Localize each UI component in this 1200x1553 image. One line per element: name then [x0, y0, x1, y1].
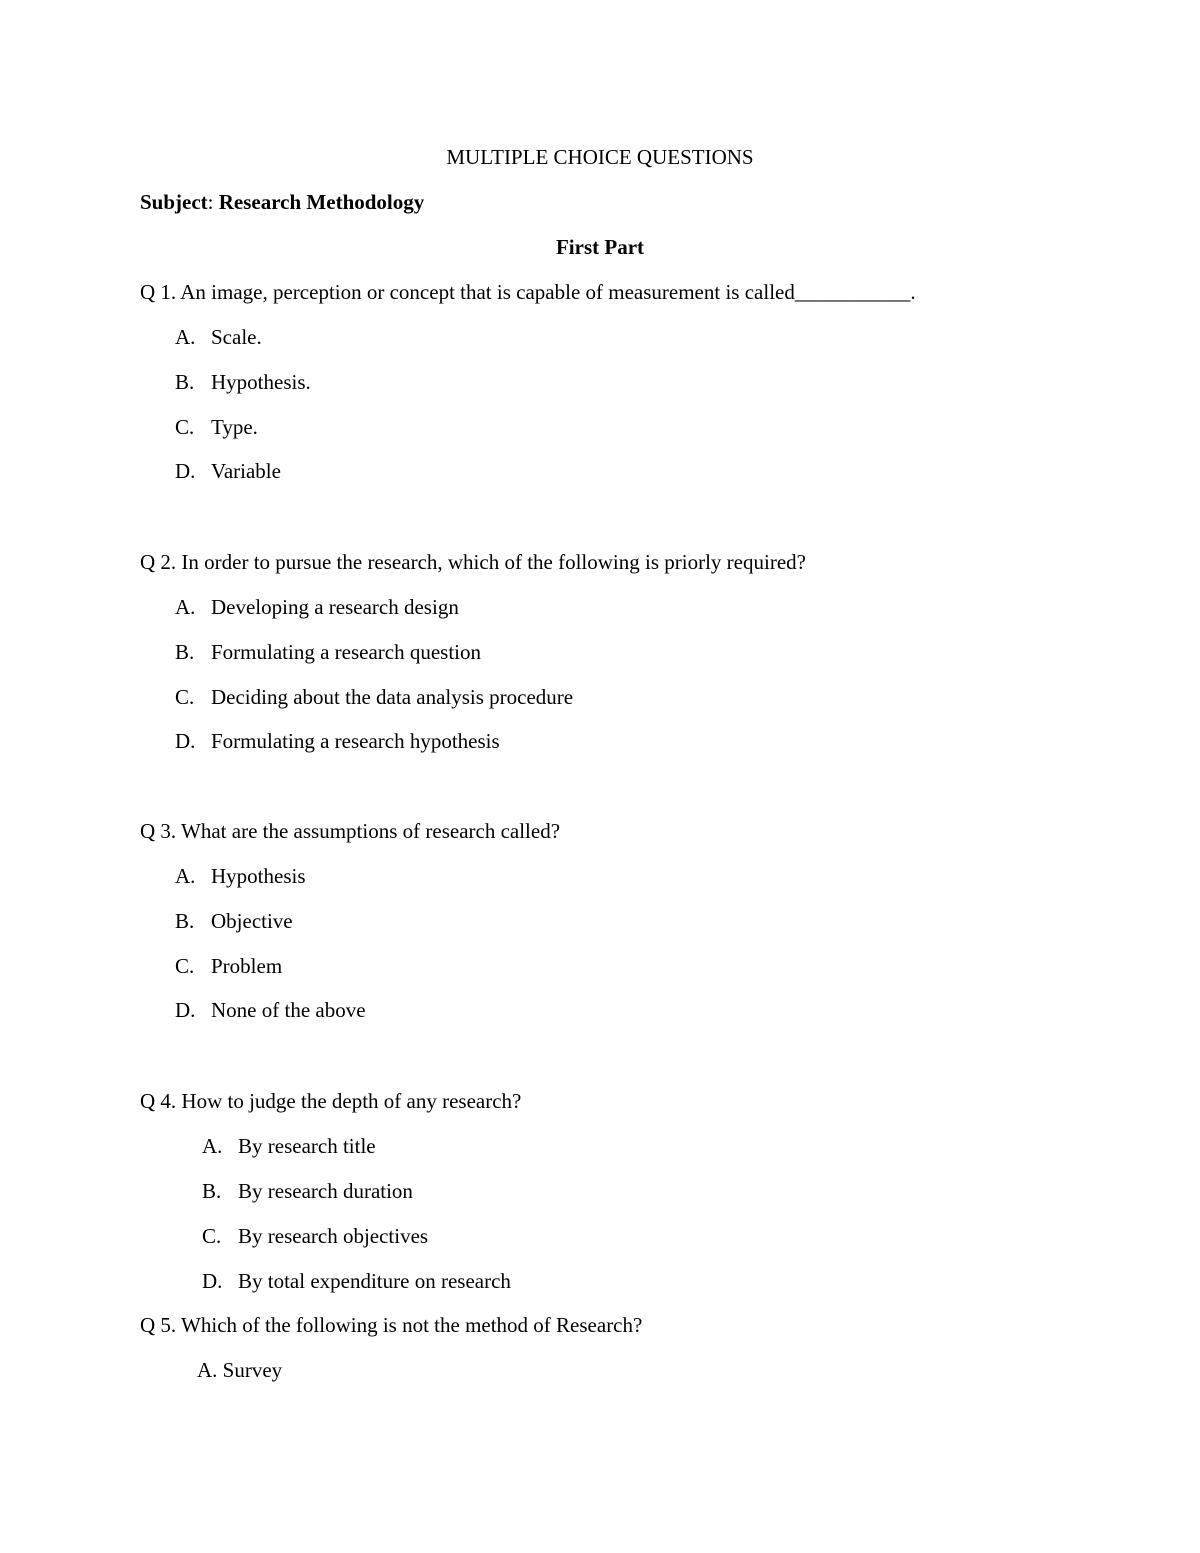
- option-letter: D.: [175, 459, 196, 483]
- option-letter: C.: [175, 415, 195, 439]
- question-4-option-c: [202, 1223, 428, 1249]
- option-text: By total expenditure on research: [238, 1269, 511, 1293]
- option-text: None of the above: [211, 998, 366, 1022]
- option-letter: C.: [175, 954, 195, 978]
- question-3-option-a: [175, 863, 306, 889]
- option-letter: B.: [175, 370, 195, 394]
- question-1-text: Q 1. An image, perception or concept that is capable of measurement is called___________.: [140, 280, 916, 304]
- question-1-option-c: [175, 414, 258, 440]
- question-1-option-d: [175, 458, 281, 484]
- option-letter: A.: [175, 595, 196, 619]
- question-4-text: Q 4. How to judge the depth of any research?: [140, 1089, 522, 1113]
- question-3-option-c: [175, 953, 282, 979]
- option-text: By research duration: [238, 1179, 413, 1203]
- question-2-option-a: [175, 594, 459, 620]
- option-text: Objective: [211, 909, 293, 933]
- option-letter: D.: [175, 729, 196, 753]
- option-letter: A.: [175, 325, 196, 349]
- question-3-option-d: [175, 997, 366, 1023]
- option-text: Type.: [211, 415, 258, 439]
- option-text: Problem: [211, 954, 283, 978]
- document-title: MULTIPLE CHOICE QUESTIONS: [446, 145, 754, 169]
- question-3-option-b: [175, 908, 293, 934]
- option-letter: D.: [175, 998, 196, 1022]
- option-letter: B.: [175, 909, 195, 933]
- option-text: Scale.: [211, 325, 262, 349]
- subject-label: Subject: [140, 190, 208, 214]
- option-text: Formulating a research question: [211, 640, 482, 664]
- option-text: Developing a research design: [211, 595, 459, 619]
- question-2-option-c: [175, 684, 573, 710]
- option-letter: C.: [202, 1224, 222, 1248]
- option-letter: B.: [175, 640, 195, 664]
- question-4-option-d: [202, 1268, 511, 1294]
- option-letter: B.: [202, 1179, 222, 1203]
- subject-value: Research Methodology: [218, 190, 425, 214]
- option-text: Hypothesis.: [211, 370, 311, 394]
- question-2-option-b: [175, 639, 481, 665]
- question-5-text: Q 5. Which of the following is not the method of Research?: [140, 1313, 643, 1337]
- option-text: By research objectives: [238, 1224, 429, 1248]
- question-1-option-a: [175, 324, 262, 350]
- option-text: Variable: [211, 459, 281, 483]
- option-text: Hypothesis: [211, 864, 306, 888]
- question-3-text: Q 3. What are the assumptions of research called?: [140, 819, 561, 843]
- option-text: Deciding about the data analysis procedure: [211, 685, 574, 709]
- option-letter: A.: [197, 1358, 218, 1382]
- option-letter: A.: [202, 1134, 223, 1158]
- option-letter: D.: [202, 1269, 223, 1293]
- question-4-option-b: [202, 1178, 413, 1204]
- option-text: Survey: [222, 1358, 283, 1382]
- question-2-text: Q 2. In order to pursue the research, which of the following is priorly required?: [140, 550, 806, 574]
- question-1-option-b: [175, 369, 311, 395]
- subject-separator: :: [207, 190, 219, 214]
- question-5-option-a: [197, 1357, 282, 1383]
- part-title: First Part: [555, 235, 645, 259]
- option-text: By research title: [238, 1134, 376, 1158]
- subject-line: [140, 189, 424, 215]
- option-letter: C.: [175, 685, 195, 709]
- question-4-option-a: [202, 1133, 376, 1159]
- question-2-option-d: [175, 728, 500, 754]
- option-text: Formulating a research hypothesis: [211, 729, 500, 753]
- option-letter: A.: [175, 864, 196, 888]
